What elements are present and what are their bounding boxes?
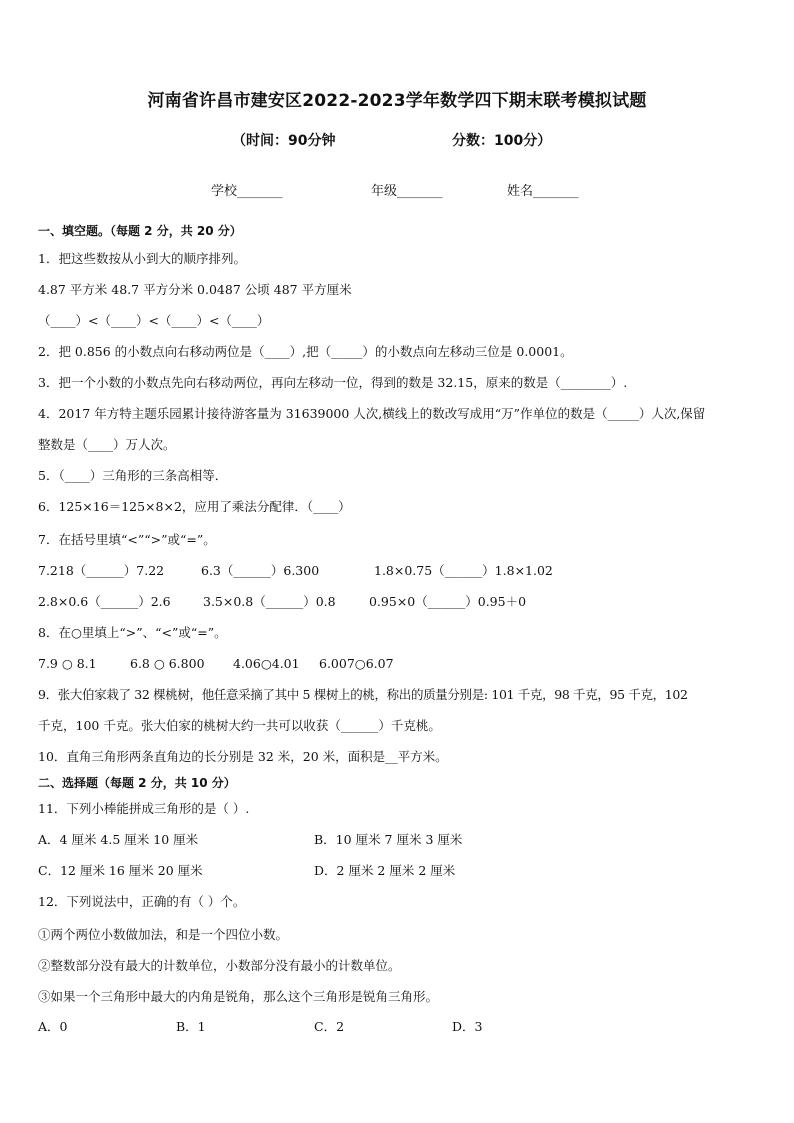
- question-12-statement-3: ③如果一个三角形中最大的内角是锐角，那么这个三角形是锐角三角形。: [38, 989, 439, 1004]
- question-1-items: 4.87 平方米 48.7 平方分米 0.0487 公顷 487 平方厘米: [38, 282, 352, 297]
- question-7-item: 1.8×0.75（______）1.8×1.02: [374, 563, 553, 578]
- question-11-option-c: C．12 厘米 16 厘米 20 厘米: [38, 863, 203, 878]
- question-4-line-2: 整数是（____）万人次。: [38, 437, 176, 452]
- question-12-statement-2: ②整数部分没有最大的计数单位，小数部分没有最小的计数单位。: [38, 958, 401, 973]
- exam-time: （时间：90分钟: [232, 133, 336, 149]
- question-5: 5．（____）三角形的三条高相等．: [38, 468, 228, 483]
- section-2-heading: 二、选择题（每题 2 分，共 10 分）: [38, 776, 236, 790]
- question-6: 6．125×16＝125×8×2，应用了乘法分配律．（____）: [38, 499, 351, 514]
- question-12-statement-1: ①两个两位小数做加法，和是一个四位小数。: [38, 927, 289, 942]
- question-7-item: 3.5×0.8（______）0.8: [203, 594, 336, 609]
- question-8-item: 6.007○6.07: [319, 656, 394, 671]
- question-3: 3．把一个小数的小数点先向右移动两位，再向左移动一位，得到的数是 32.15，原来的数是（________）.: [38, 375, 628, 390]
- question-8-item: 6.8 ○ 6.800: [130, 656, 205, 671]
- question-12-option-c: C．2: [314, 1019, 345, 1034]
- school-field: 学校_______: [211, 184, 283, 199]
- question-11-option-b: B．10 厘米 7 厘米 3 厘米: [314, 832, 463, 847]
- question-7: 7．在括号里填“<”“>”或“=”。: [38, 532, 216, 547]
- section-1-heading: 一、填空题。（每题 2 分，共 20 分）: [38, 224, 242, 238]
- question-12-option-d: D．3: [452, 1019, 483, 1034]
- page-title: 河南省许昌市建安区2022-2023学年数学四下期末联考模拟试题: [147, 91, 647, 111]
- question-7-item: 7.218（______）7.22: [38, 563, 165, 578]
- question-8: 8．在○里填上“>”、“<”或“=”。: [38, 625, 227, 640]
- grade-field: 年级_______: [371, 184, 443, 199]
- question-2: 2．把 0.856 的小数点向右移动两位是（____）,把（_____）的小数点向左移动三位是 0.0001。: [38, 344, 573, 359]
- exam-score: 分数：100分）: [452, 133, 552, 149]
- question-7-item: 6.3（______）6.300: [201, 563, 320, 578]
- question-8-item: 7.9 ○ 8.1: [38, 656, 97, 671]
- question-1-blanks: （____）<（____）<（____）<（____）: [38, 313, 270, 328]
- question-7-item: 0.95×0（______）0.95＋0: [369, 594, 527, 609]
- question-12-option-a: A．0: [38, 1019, 68, 1034]
- question-11: 11．下列小棒能拼成三角形的是（ ）.: [38, 801, 250, 816]
- question-1: 1．把这些数按从小到大的顺序排列。: [38, 251, 246, 266]
- question-12-option-b: B．1: [176, 1019, 206, 1034]
- question-11-option-d: D．2 厘米 2 厘米 2 厘米: [314, 863, 456, 878]
- question-9-line-2: 千克，100 千克。张大伯家的桃树大约一共可以收获（______）千克桃。: [38, 718, 441, 733]
- question-11-option-a: A．4 厘米 4.5 厘米 10 厘米: [38, 832, 199, 847]
- question-10: 10．直角三角形两条直角边的长分别是 32 米，20 米，面积是__平方米。: [38, 749, 448, 764]
- question-8-item: 4.06○4.01: [233, 656, 300, 671]
- question-4-line-1: 4．2017 年方特主题乐园累计接待游客量为 31639000 人次,横线上的数改写成用“万”作单位的数是（_____）人次,保留: [38, 406, 706, 421]
- name-field: 姓名_______: [507, 184, 579, 199]
- question-7-item: 2.8×0.6（______）2.6: [38, 594, 171, 609]
- question-9-line-1: 9．张大伯家栽了 32 棵桃树，他任意采摘了其中 5 棵树上的桃，称出的质量分别是: 101 千克，98 千克，95 千克，102: [38, 687, 688, 702]
- question-12: 12．下列说法中，正确的有（ ）个。: [38, 894, 246, 909]
